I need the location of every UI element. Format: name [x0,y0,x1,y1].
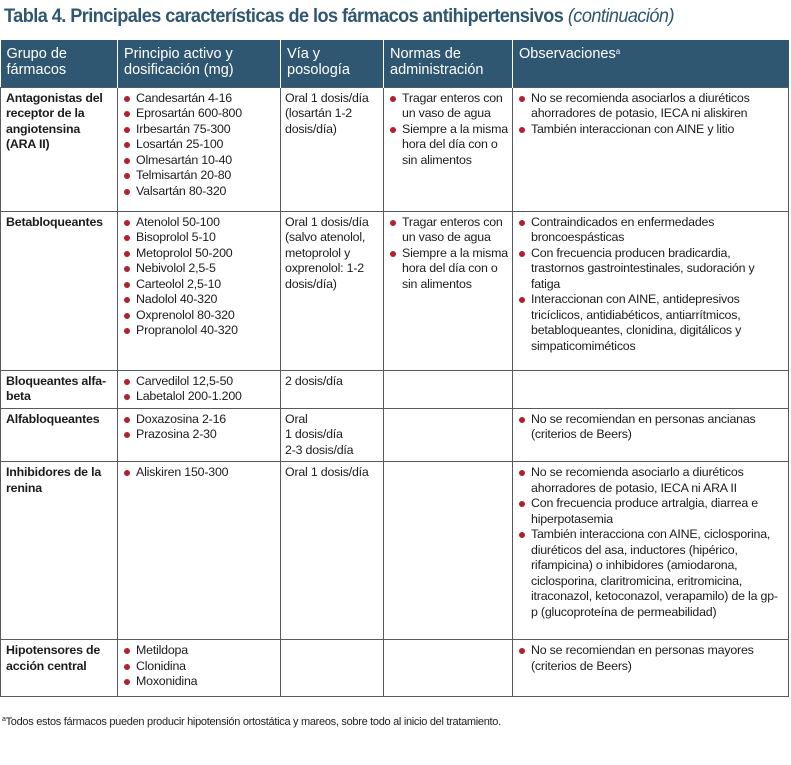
group-cell: Inhibidores de la renina [1,462,118,640]
drug-item-list [122,374,276,405]
drug-item: Nebivolol 2,5-5 [122,261,276,277]
drug-item-list [122,643,276,690]
footnote-marker: a [615,47,621,56]
table-title [4,5,674,28]
drug-cell [118,408,281,462]
drug-item: Propranolol 40-320 [122,323,276,339]
drug-item: Prazosina 2-30 [122,427,276,443]
observation-item-list [517,215,784,355]
observation-item: Interaccionan con AINE, antidepresivos tricíclicos, antidiabéticos, antiarrítmicos, betabloqueantes, clonidina, digitálicos y simpaticomiméticos [517,292,784,354]
observation-cell [513,462,789,640]
drugs-table [0,40,789,697]
observation-item-list [517,91,784,138]
admin-item: Tragar enteros con un vaso de agua [388,215,508,246]
drug-item: Aliskiren 150-300 [122,465,276,481]
admin-item-list [388,215,508,293]
group-cell: Hipotensores de acción central [1,640,118,697]
route-cell: 2 dosis/día [281,370,384,408]
footnote-text: Todos estos fármacos pueden producir hipotensión ortostática y mareos, sobre todo al inicio del tratamiento. [5,716,501,728]
drug-item: Irbesartán 75-300 [122,122,276,138]
drug-item: Atenolol 50-100 [122,215,276,231]
observation-item: No se recomiendan en personas mayores (criterios de Beers) [517,643,784,674]
route-cell: Oral 1 dosis/día [281,462,384,640]
observation-item-list [517,643,784,674]
table-row [1,370,789,408]
drug-item: Clonidina [122,659,276,675]
observation-item: También interacciona con AINE, ciclosporina, diuréticos del asa, inductores (hipérico, rifampicina) o inhibidores (amiodarona, ciclosporina, claritromicina, eritromicina, itraconazol, ketoconazol, verapamilo) de la gp-p (glucoproteína de permeabilidad) [517,527,784,620]
drug-item-list [122,412,276,443]
header-route: Vía y posología [281,40,384,87]
observation-item: Con frecuencia produce artralgia, diarrea e hiperpotasemia [517,496,784,527]
group-cell: Bloqueantes alfa-beta [1,370,118,408]
drug-cell [118,640,281,697]
drug-cell [118,211,281,370]
drug-item: Metildopa [122,643,276,659]
admin-cell [384,87,513,211]
drug-item: Olmesartán 10-40 [122,153,276,169]
admin-cell [384,211,513,370]
observation-cell [513,370,789,408]
admin-cell [384,408,513,462]
table-row [1,408,789,462]
header-observations [513,40,789,87]
header-admin: Normas de administración [384,40,513,87]
route-cell: Oral 1 dosis/día (salvo atenolol, metoprolol y oxprenolol: 1-2 dosis/día) [281,211,384,370]
table-row [1,87,789,211]
group-cell: Alfabloqueantes [1,408,118,462]
drug-item: Telmisartán 20-80 [122,168,276,184]
drug-item-list [122,465,276,481]
admin-item: Siempre a la misma hora del día con o sin alimentos [388,122,508,169]
observation-item: No se recomienda asociarlos a diuréticos ahorradores de potasio, IECA ni aliskiren [517,91,784,122]
drug-item: Carvedilol 12,5-50 [122,374,276,390]
admin-cell [384,370,513,408]
admin-cell [384,462,513,640]
drug-item: Labetalol 200-1.200 [122,389,276,405]
observation-cell [513,211,789,370]
drug-item: Eprosartán 600-800 [122,106,276,122]
observation-cell [513,408,789,462]
drug-item: Losartán 25-100 [122,137,276,153]
drug-item-list [122,215,276,339]
group-cell: Antagonistas del receptor de la angiotensina (ARA II) [1,87,118,211]
route-cell: Oral 1 dosis/día (losartán 1-2 dosis/día) [281,87,384,211]
route-line: 1 dosis/día [285,427,343,441]
header-drug: Principio activo y dosificación (mg) [118,40,281,87]
drug-cell [118,87,281,211]
admin-item: Siempre a la misma hora del día con o sin alimentos [388,246,508,293]
route-cell [281,640,384,697]
observation-item-list [517,465,784,620]
observation-cell [513,640,789,697]
admin-cell [384,640,513,697]
drug-item-list [122,91,276,200]
table-title-continued: (continuación) [567,5,674,27]
drug-item: Metoprolol 50-200 [122,246,276,262]
observation-item: No se recomiendan en personas ancianas (criterios de Beers) [517,412,784,443]
drug-item: Moxonidina [122,674,276,690]
drug-item: Nadolol 40-320 [122,292,276,308]
drug-item: Candesartán 4-16 [122,91,276,107]
observation-item: Contraindicados en enfermedades broncoespásticas [517,215,784,246]
drug-item: Doxazosina 2-16 [122,412,276,428]
table-row [1,211,789,370]
footnote-mark: a [2,716,6,723]
table-row [1,640,789,697]
table-header-row [1,40,789,87]
admin-item-list [388,91,508,169]
observation-item: No se recomienda asociarlo a diuréticos ahorradores de potasio, IECA ni ARA II [517,465,784,496]
footnote [2,716,501,728]
observation-item-list [517,412,784,443]
group-cell: Betabloqueantes [1,211,118,370]
route-line: 2-3 dosis/día [285,442,354,457]
observation-cell [513,87,789,211]
table-row [1,462,789,640]
route-line: Oral [285,411,308,426]
drug-item: Carteolol 2,5-10 [122,277,276,293]
observation-item: También interaccionan con AINE y litio [517,122,784,138]
drug-item: Valsartán 80-320 [122,184,276,200]
drug-cell [118,462,281,640]
drug-cell [118,370,281,408]
route-cell [281,408,384,462]
observation-item: Con frecuencia producen bradicardia, trastornos gastrointestinales, sudoración y fatiga [517,246,784,293]
admin-item: Tragar enteros con un vaso de agua [388,91,508,122]
header-group: Grupo de fármacos [1,40,118,87]
table-title-main: Tabla 4. Principales características de los fármacos antihipertensivos [4,5,564,27]
header-observations-label: Observaciones [519,46,616,62]
drug-item: Oxprenolol 80-320 [122,308,276,324]
drug-item: Bisoprolol 5-10 [122,230,276,246]
